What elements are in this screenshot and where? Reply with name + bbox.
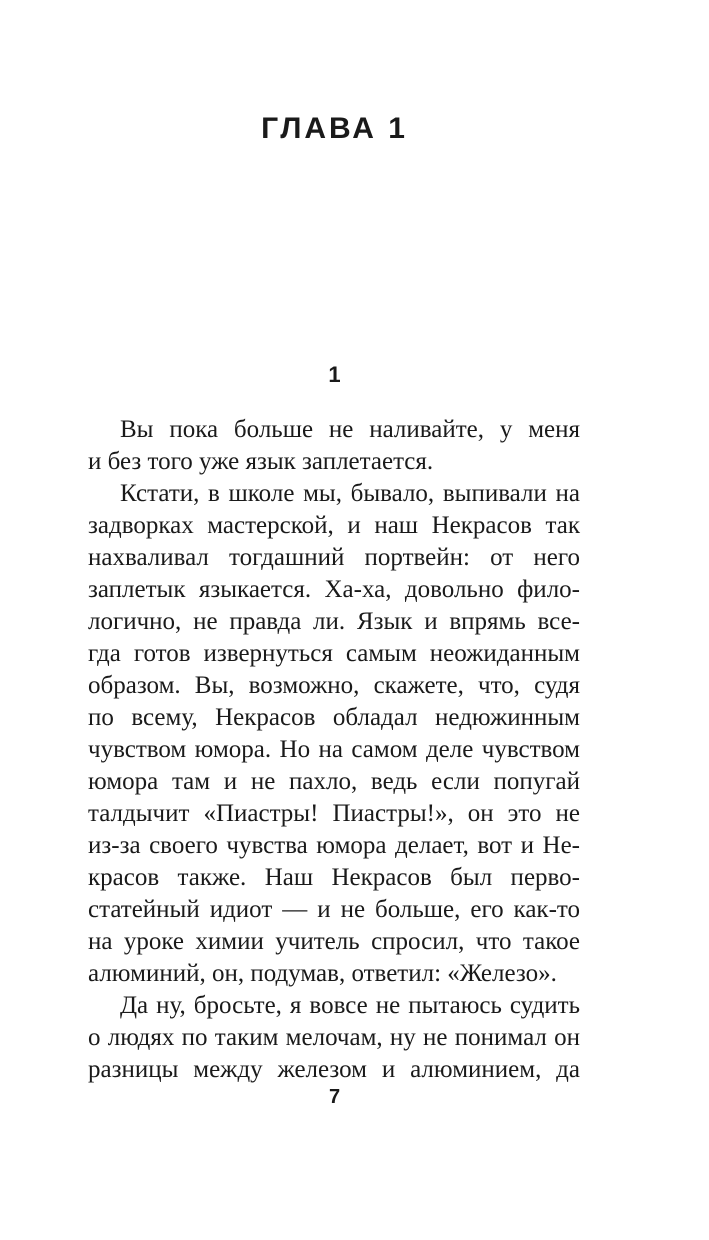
- text-line: гда готов извернуться самым неожиданным: [88, 640, 580, 667]
- text-line: о людях по таким мелочам, ну не понимал он: [88, 1024, 580, 1051]
- text-line: задворках мастерской, и наш Некрасов так: [88, 512, 580, 539]
- body-text: [88, 414, 580, 1086]
- text-line: алюминий, он, подумав, ответил: «Железо».: [88, 960, 557, 987]
- text-line: юмора там и не пахло, ведь если попугай: [88, 768, 580, 795]
- text-line: разницы между железом и алюминием, да: [88, 1056, 580, 1083]
- text-line: красов также. Наш Некрасов был перво-: [88, 864, 580, 891]
- text-line: логично, не правда ли. Язык и впрямь все-: [88, 608, 580, 635]
- text-line: Вы пока больше не наливайте, у меня: [120, 416, 580, 443]
- text-line: чувством юмора. Но на самом деле чувством: [88, 736, 580, 763]
- text-line: из-за своего чувства юмора делает, вот и Не-: [88, 832, 580, 859]
- chapter-title: ГЛАВА 1: [261, 112, 408, 145]
- text-line: на уроке химии учитель спросил, что такое: [88, 928, 580, 955]
- text-line: заплетык языкается. Ха-ха, довольно фило-: [88, 576, 580, 603]
- text-line: Кстати, в школе мы, бывало, выпивали на: [120, 480, 580, 507]
- text-line: статейный идиот — и не больше, его как-то: [88, 896, 580, 923]
- page-number: 7: [328, 1086, 341, 1108]
- text-line: и без того уже язык заплетается.: [88, 448, 434, 475]
- text-line: нахваливал тогдашний портвейн: от него: [88, 544, 580, 571]
- text-line: образом. Вы, возможно, скажете, что, судя: [88, 672, 580, 699]
- text-line: талдычит «Пиастры! Пиастры!», он это не: [88, 800, 580, 827]
- text-line: по всему, Некрасов обладал недюжинным: [88, 704, 580, 731]
- section-number: 1: [328, 362, 341, 387]
- text-line: Да ну, бросьте, я вовсе не пытаюсь судить: [120, 992, 580, 1019]
